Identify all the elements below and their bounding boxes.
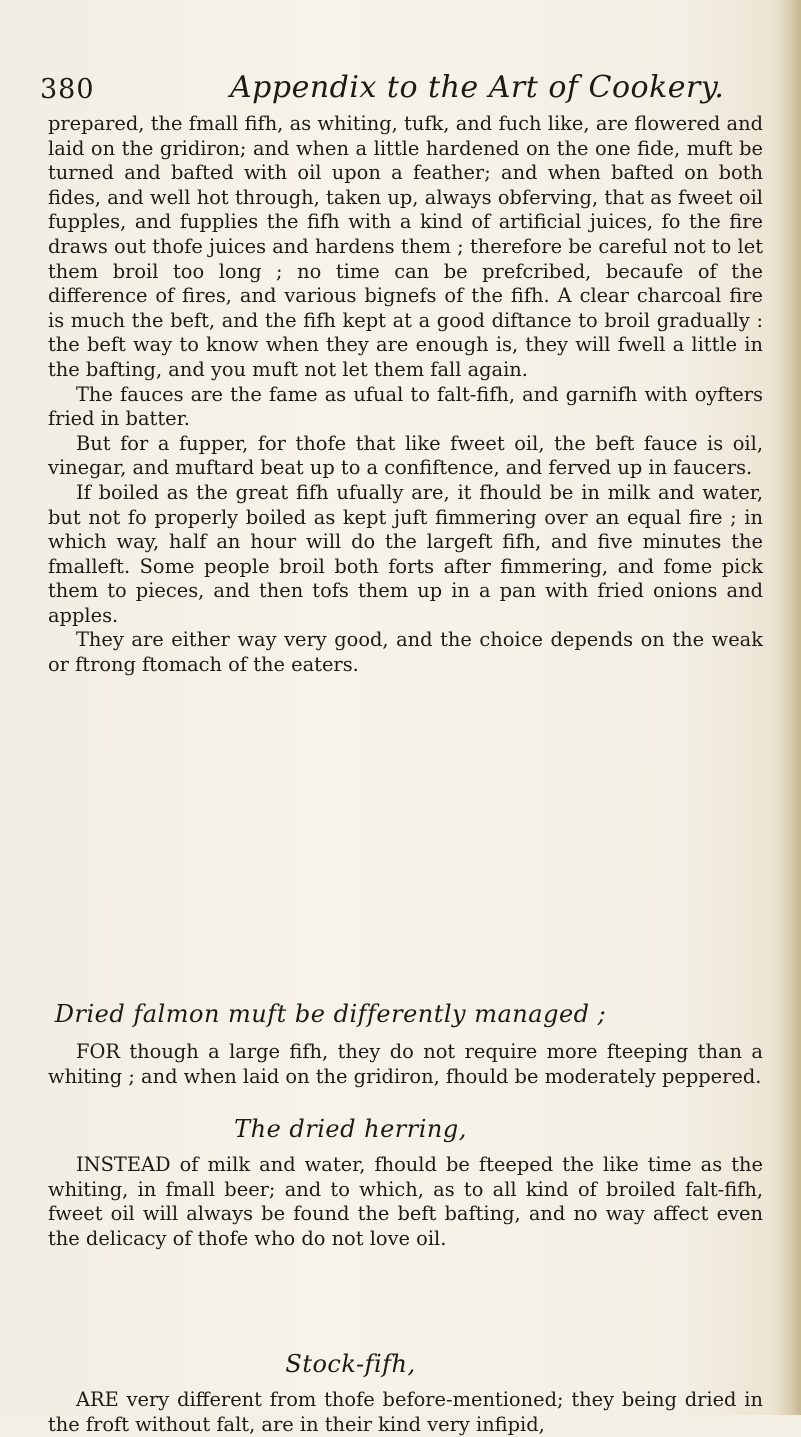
main-text: [48, 112, 763, 678]
page-edge-shadow: [773, 0, 801, 1415]
paragraph-supper: But for a fupper, for thofe that like fweet oil, the beft fauce is oil, vinegar, and muftard beat up to a confiftence, and ferved up in faucers.: [48, 431, 763, 480]
page-header: [40, 68, 760, 108]
heading-dried-salmon: Dried falmon muft be differently managed ;: [54, 1000, 607, 1028]
heading-dried-herring: The dried herring,: [234, 1115, 467, 1143]
paragraph-boiled: If boiled as the great fifh ufually are, it fhould be in milk and water, but not fo properly boiled as kept juft fimmering over an equal fire ; in which way, half an hour will do the largeft fifh, and five minutes the fmalleft. Some people broil both forts after fimmering, and fome pick them to pieces, and then tofs them up in a pan with fried onions and apples.: [48, 480, 763, 627]
paragraph-broiling: prepared, the fmall fifh, as whiting, tufk, and fuch like, are flowered and laid on the gridiron; and when a little hardened on the one fide, muft be turned and bafted with oil upon a feather; and when bafted on both fides, and well hot through, taken up, always obferving, that as fweet oil fupples, and fupplies the fifh with a kind of artificial juices, fo the fire draws out thofe juices and hardens them ; therefore be careful not to let them broil too long ; no time can be prefcribed, becaufe of the difference of fires, and various bignefs of the fifh. A clear charcoal fire is much the beft, and the fifh kept at a good diftance to broil gradually : the beft way to know when they are enough is, they will fwell a little in the bafting, and you muft not let them fall again.: [48, 112, 763, 381]
heading-stock-fish: Stock-fifh,: [285, 1350, 416, 1378]
running-head: Appendix to the Art of Cookery.: [230, 70, 725, 105]
page-number: 380: [40, 74, 95, 105]
paragraph-dried-herring: INSTEAD of milk and water, fhould be fteeped the like time as the whiting, in fmall beer; and to which, as to all kind of broiled falt-fifh, fweet oil will always be found the beft bafting, and no way affect even the delicacy of thofe who do not love oil.: [48, 1153, 763, 1250]
paragraph-stock-fish: ARE very different from thofe before-mentioned; they being dried in the froft without falt, are in their kind very infipid,: [48, 1388, 763, 1436]
paragraph-choice: They are either way very good, and the choice depends on the weak or ftrong ftomach of the eaters.: [48, 628, 763, 677]
paragraph-dried-salmon: FOR though a large fifh, they do not require more fteeping than a whiting ; and when laid on the gridiron, fhould be moderately peppered.: [48, 1040, 763, 1088]
paragraph-sauces: The fauces are the fame as ufual to falt-fifh, and garnifh with oyfters fried in batter.: [48, 382, 763, 431]
